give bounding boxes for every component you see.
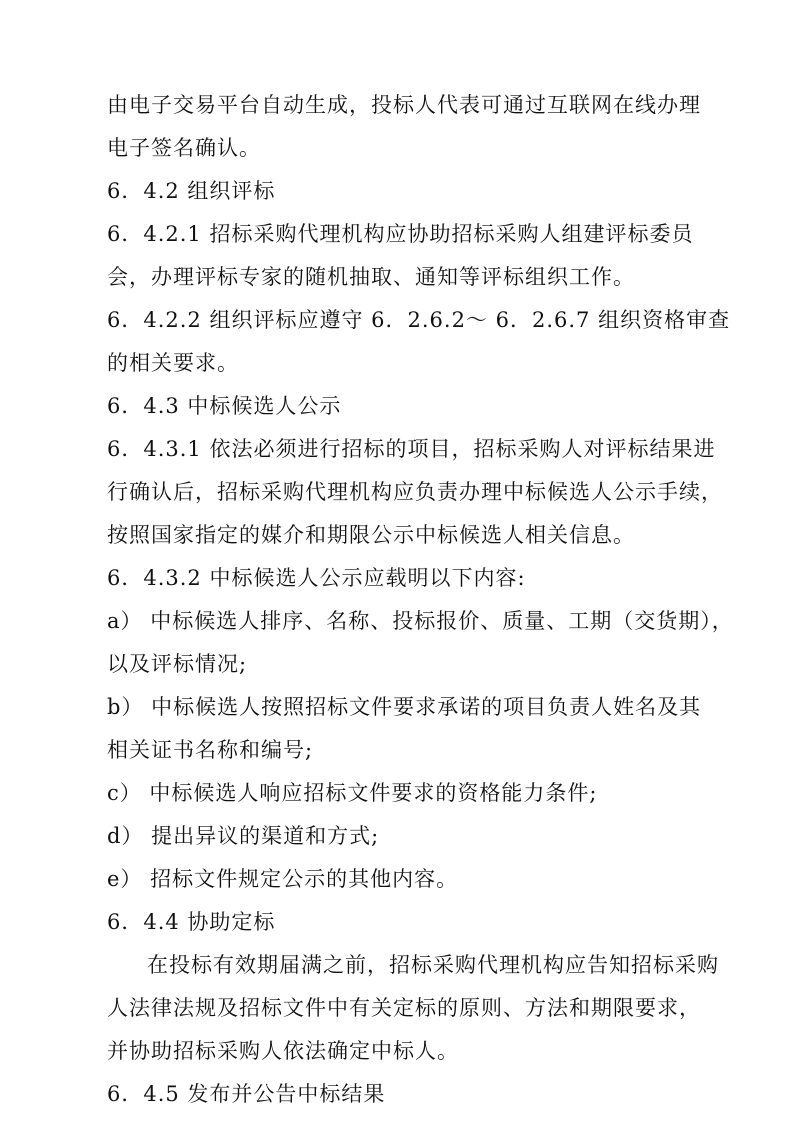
text-line: 人法律法规及招标文件中有关定标的原则、方法和期限要求， xyxy=(107,996,701,1020)
list-item-c: c） 中标候选人响应招标文件要求的资格能力条件; xyxy=(107,781,598,805)
list-item-e: e） 招标文件规定公示的其他内容。 xyxy=(107,867,459,891)
text-line: 的相关要求。 xyxy=(107,351,239,375)
text-line: 按照国家指定的媒介和期限公示中标候选人相关信息。 xyxy=(107,523,635,547)
text-line: 由电子交易平台自动生成，投标人代表可通过互联网在线办理 xyxy=(107,93,701,117)
text-line: 6．4.2.2 组织评标应遵守 6．2.6.2～ 6．2.6.7 组织资格审查 xyxy=(107,308,731,332)
list-item-a: a） 中标候选人排序、名称、投标报价、质量、工期（交货期）， xyxy=(107,609,734,633)
text-line: 电子签名确认。 xyxy=(107,136,261,160)
text-line: 6．4.3.1 依法必须进行招标的项目，招标采购人对评标结果进 xyxy=(107,437,716,461)
text-line: 会，办理评标专家的随机抽取、通知等评标组织工作。 xyxy=(107,265,635,289)
section-heading-6-4-2: 6．4.2 组织评标 xyxy=(107,179,276,203)
list-item-d: d） 提出异议的渠道和方式; xyxy=(107,824,380,848)
paragraph-line: 在投标有效期届满之前，招标采购代理机构应告知招标采购 xyxy=(147,953,719,977)
text-line: 6．4.2.1 招标采购代理机构应协助招标采购人组建评标委员 xyxy=(107,222,694,246)
section-heading-6-4-5: 6．4.5 发布并公告中标结果 xyxy=(107,1082,386,1106)
list-item-b: b） 中标候选人按照招标文件要求承诺的项目负责人姓名及其 xyxy=(107,695,702,719)
text-line: 并协助招标采购人依法确定中标人。 xyxy=(107,1039,459,1063)
text-line: 相关证书名称和编号; xyxy=(107,738,314,762)
section-heading-6-4-4: 6．4.4 协助定标 xyxy=(107,910,276,934)
text-line: 以及评标情况; xyxy=(107,652,248,676)
text-line: 6．4.3.2 中标候选人公示应载明以下内容: xyxy=(107,566,526,590)
text-line: 行确认后，招标采购代理机构应负责办理中标候选人公示手续， xyxy=(107,480,723,504)
section-heading-6-4-3: 6．4.3 中标候选人公示 xyxy=(107,394,342,418)
